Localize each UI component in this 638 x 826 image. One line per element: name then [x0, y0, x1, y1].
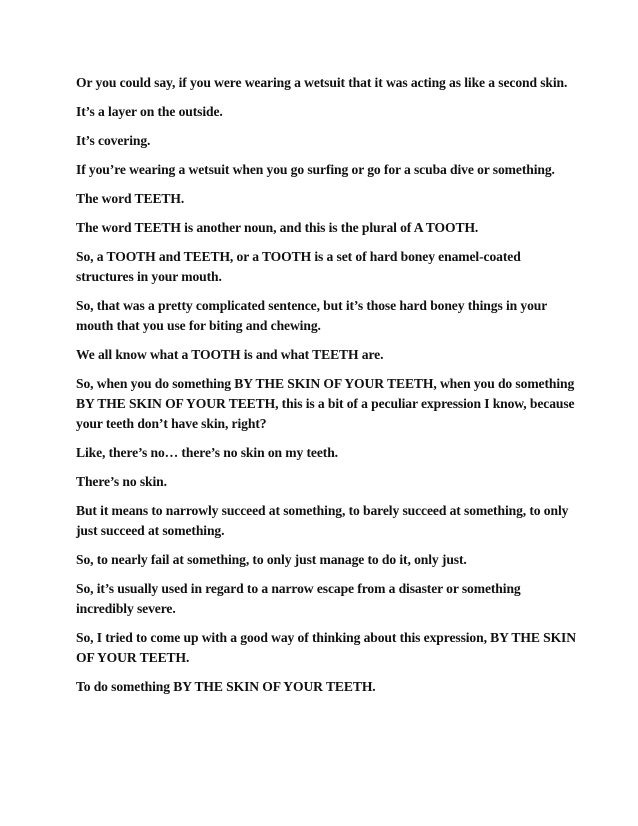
paragraph: It’s a layer on the outside.: [76, 104, 223, 119]
paragraph: The word TEETH.: [76, 191, 185, 206]
paragraph: So, it’s usually used in regard to a narrow escape from a disaster or something incredibly severe.: [76, 581, 521, 616]
paragraph: If you’re wearing a wetsuit when you go surfing or go for a scuba dive or something.: [76, 162, 555, 177]
paragraph: So, a TOOTH and TEETH, or a TOOTH is a set of hard boney enamel-coated structures in your mouth.: [76, 249, 521, 284]
paragraph: The word TEETH is another noun, and this is the plural of A TOOTH.: [76, 220, 479, 235]
paragraph: So, I tried to come up with a good way of thinking about this expression, BY THE SKIN OF YOUR TEETH.: [76, 630, 576, 665]
paragraph: So, that was a pretty complicated sentence, but it’s those hard boney things in your mouth that you use for biting and chewing.: [76, 298, 547, 333]
paragraph: There’s no skin.: [76, 474, 167, 489]
paragraph: Like, there’s no… there’s no skin on my teeth.: [76, 445, 338, 460]
paragraph: It’s covering.: [76, 133, 151, 148]
paragraph: So, when you do something BY THE SKIN OF YOUR TEETH, when you do something BY THE SKIN OF YOUR TEETH, this is a bit of a peculiar expression I know, because your teeth don’t have skin, right?: [76, 376, 575, 431]
paragraph: But it means to narrowly succeed at something, to barely succeed at something, to only just succeed at something.: [76, 503, 569, 538]
paragraph: To do something BY THE SKIN OF YOUR TEETH.: [76, 679, 376, 694]
document-body: [76, 73, 576, 706]
paragraph: Or you could say, if you were wearing a wetsuit that it was acting as like a second skin.: [76, 75, 568, 90]
paragraph: So, to nearly fail at something, to only just manage to do it, only just.: [76, 552, 467, 567]
paragraph: We all know what a TOOTH is and what TEETH are.: [76, 347, 384, 362]
